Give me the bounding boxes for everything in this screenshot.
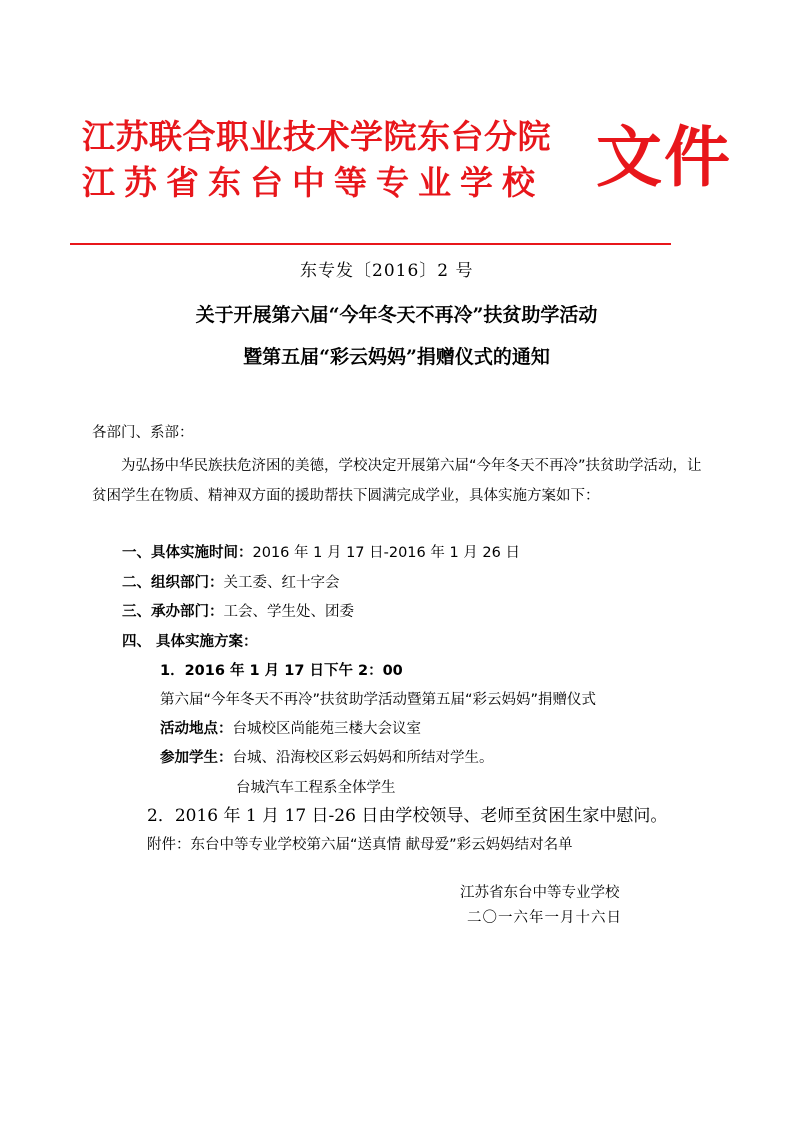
participants-value: 台城、沿海校区彩云妈妈和所结对学生。 <box>232 750 494 766</box>
section-value: 2016 年 1 月 17 日-2016 年 1 月 26 日 <box>252 545 520 561</box>
attachment-note: 附件：东台中等专业学校第六届“送真情 献母爱”彩云妈妈结对名单 <box>147 837 573 853</box>
section-label: 三、承办部门： <box>122 604 224 620</box>
plan-item-1-venue <box>160 717 421 738</box>
plan-item-1-participants-2: 台城汽车工程系全体学生 <box>236 780 396 796</box>
section-value: 关工委、红十字会 <box>223 575 340 591</box>
venue-value: 台城校区尚能苑三楼大会议室 <box>232 721 421 737</box>
section-label: 二、组织部门： <box>122 575 224 591</box>
section-time <box>122 541 520 562</box>
plan-item-1-participants <box>160 746 494 767</box>
document-word: 文件 <box>596 118 732 196</box>
title-line-1: 关于开展第六届“今年冬天不再冷”扶贫助学活动 <box>195 304 598 326</box>
section-organizer <box>122 571 340 592</box>
intro-paragraph: 为弘扬中华民族扶危济困的美德，学校决定开展第六届“今年冬天不再冷”扶贫助学活动，让贫困学生在物质、精神双方面的援助帮扶下圆满完成学业，具体实施方案如下： <box>92 458 702 504</box>
participants-label: 参加学生： <box>160 750 233 766</box>
issuer-line-2: 江苏省东台中等专业学校 <box>82 163 544 202</box>
section-plan <box>122 630 258 651</box>
issuer-line-1: 江苏联合职业技术学院东台分院 <box>82 117 551 156</box>
salutation: 各部门、系部： <box>92 425 194 441</box>
document-number: 东专发〔2016〕2 号 <box>300 261 474 281</box>
plan-item-1-heading: 1．2016 年 1 月 17 日下午 2：00 <box>160 663 403 679</box>
signature-date: 二〇一六年一月十六日 <box>467 910 622 926</box>
plan-item-2: 2．2016 年 1 月 17 日-26 日由学校领导、老师至贫困生家中慰问。 <box>147 806 668 826</box>
plan-item-1-description: 第六届“今年冬天不再冷”扶贫助学活动暨第五届“彩云妈妈”捐赠仪式 <box>160 692 597 708</box>
section-label: 四、 具体实施方案： <box>122 634 258 650</box>
section-value: 工会、学生处、团委 <box>223 604 354 620</box>
venue-label: 活动地点： <box>160 721 233 737</box>
title-line-2: 暨第五届“彩云妈妈”捐赠仪式的通知 <box>243 346 550 368</box>
section-host <box>122 600 354 621</box>
red-divider <box>70 243 671 245</box>
section-label: 一、具体实施时间： <box>122 545 253 561</box>
signature-school: 江苏省东台中等专业学校 <box>460 885 620 901</box>
